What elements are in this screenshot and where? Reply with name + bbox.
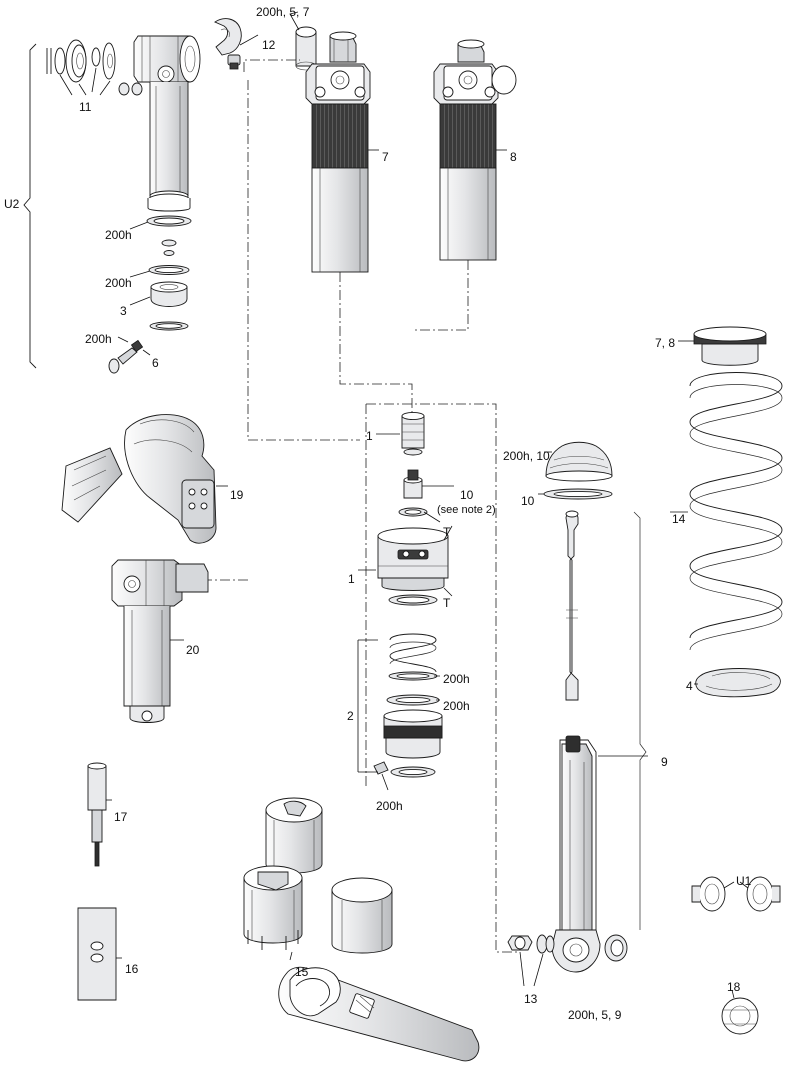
part-9-shaft: [552, 511, 648, 972]
callout-14: 14: [672, 512, 686, 526]
part-10-washer: [538, 489, 612, 499]
callout-15: 15: [295, 965, 309, 979]
part-1-damper-body: [358, 526, 452, 605]
callout-17: 17: [114, 810, 128, 824]
part-8-shock: [434, 40, 516, 260]
callout-200h-a: 200h: [105, 228, 132, 242]
callout-u2: U2: [4, 197, 20, 211]
callout-13: 13: [524, 992, 538, 1006]
callout-6: 6: [152, 356, 159, 370]
callout-t-bottom: T: [443, 596, 451, 610]
callout-t-top: T: [443, 525, 451, 539]
callout-12: 12: [262, 38, 276, 52]
callout-200h-b: 200h: [105, 276, 132, 290]
callout-10-b: 10: [521, 494, 535, 508]
callout-11: 11: [79, 100, 92, 114]
part-200h-5-7-bushing: [290, 12, 316, 70]
callout-9: 9: [661, 755, 668, 769]
callout-200h-5-7: 200h, 5, 7: [256, 5, 310, 19]
part-7-8-cap: [678, 327, 766, 365]
callout-4: 4: [686, 679, 693, 693]
callout-200h-e: 200h: [443, 699, 470, 713]
part-15-tools: [244, 798, 479, 1061]
part-12-clamp: [215, 19, 258, 69]
callout-8: 8: [510, 150, 517, 164]
callout-1-mid: 1: [348, 572, 355, 586]
part-20-shock: [112, 560, 208, 723]
part-19-remote: [62, 415, 228, 544]
part-14-spring: [670, 373, 782, 651]
part-13-hardware: [508, 935, 554, 986]
part-16-pad: [78, 908, 122, 1000]
callout-200h-5-9: 200h, 5, 9: [568, 1008, 622, 1022]
callout-10-a: 10: [460, 488, 474, 502]
callout-7-8: 7, 8: [655, 336, 676, 350]
group-u2-bracket: [24, 44, 36, 368]
callout-7: 7: [382, 150, 389, 164]
part-4-retainer: [694, 669, 780, 697]
part-7-shock: [306, 32, 379, 272]
callout-200h-10: 200h, 10: [503, 449, 550, 463]
callout-200h-c: 200h: [85, 332, 112, 346]
part-200h-10-bumper: [544, 442, 612, 481]
callout-3: 3: [120, 304, 127, 318]
callout-see-note-2: (see note 2): [437, 504, 496, 516]
callout-20: 20: [186, 643, 200, 657]
callout-u1: U1: [736, 874, 752, 888]
part-11-washers: [47, 40, 142, 95]
part-17-tool: [88, 763, 112, 866]
callout-1-top: 1: [366, 429, 373, 443]
callout-200h-d: 200h: [443, 672, 470, 686]
callout-19: 19: [230, 488, 244, 502]
part-2-assembly: [358, 634, 442, 790]
part-18-bushing: [722, 990, 758, 1034]
callout-200h-f: 200h: [376, 799, 403, 813]
callout-16: 16: [125, 962, 139, 976]
callout-18: 18: [727, 980, 741, 994]
callout-2: 2: [347, 709, 354, 723]
part-1-topcap: [376, 412, 424, 455]
